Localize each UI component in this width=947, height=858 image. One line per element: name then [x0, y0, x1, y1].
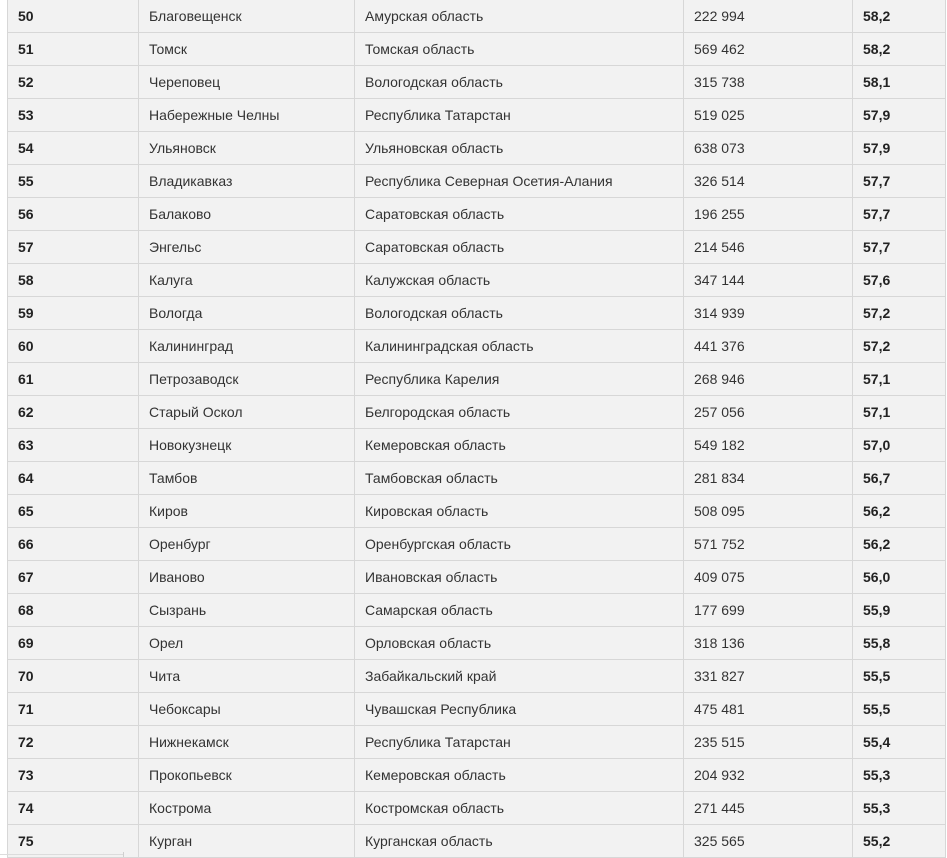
- population-cell: 196 255: [684, 198, 853, 231]
- population-cell: 409 075: [684, 561, 853, 594]
- population-cell: 222 994: [684, 0, 853, 33]
- city-cell: Кострома: [139, 792, 355, 825]
- city-cell: Балаково: [139, 198, 355, 231]
- region-cell: Вологодская область: [355, 297, 684, 330]
- rank-cell: 68: [8, 594, 139, 627]
- rank-cell: 61: [8, 363, 139, 396]
- table-row: [8, 495, 946, 528]
- population-cell: 271 445: [684, 792, 853, 825]
- score-cell: 57,9: [853, 132, 946, 165]
- region-cell: Республика Северная Осетия-Алания: [355, 165, 684, 198]
- score-cell: 55,8: [853, 627, 946, 660]
- table-row: [8, 825, 946, 858]
- city-cell: Петрозаводск: [139, 363, 355, 396]
- population-cell: 257 056: [684, 396, 853, 429]
- score-cell: 57,0: [853, 429, 946, 462]
- rank-cell: 51: [8, 33, 139, 66]
- population-cell: 235 515: [684, 726, 853, 759]
- rank-cell: 67: [8, 561, 139, 594]
- city-cell: Энгельс: [139, 231, 355, 264]
- region-cell: Томская область: [355, 33, 684, 66]
- score-cell: 58,2: [853, 0, 946, 33]
- region-cell: Забайкальский край: [355, 660, 684, 693]
- score-cell: 57,7: [853, 231, 946, 264]
- population-cell: 638 073: [684, 132, 853, 165]
- population-cell: 519 025: [684, 99, 853, 132]
- population-cell: 318 136: [684, 627, 853, 660]
- score-cell: 56,0: [853, 561, 946, 594]
- rank-cell: 59: [8, 297, 139, 330]
- region-cell: Республика Татарстан: [355, 99, 684, 132]
- population-cell: 326 514: [684, 165, 853, 198]
- region-cell: Калужская область: [355, 264, 684, 297]
- region-cell: Республика Карелия: [355, 363, 684, 396]
- ranking-table-container: [7, 0, 945, 858]
- region-cell: Курганская область: [355, 825, 684, 858]
- rank-cell: 64: [8, 462, 139, 495]
- city-cell: Нижнекамск: [139, 726, 355, 759]
- score-cell: 57,2: [853, 330, 946, 363]
- rank-cell: 71: [8, 693, 139, 726]
- population-cell: 475 481: [684, 693, 853, 726]
- population-cell: 314 939: [684, 297, 853, 330]
- city-cell: Тамбов: [139, 462, 355, 495]
- region-cell: Кировская область: [355, 495, 684, 528]
- city-cell: Оренбург: [139, 528, 355, 561]
- region-cell: Республика Татарстан: [355, 726, 684, 759]
- population-cell: 268 946: [684, 363, 853, 396]
- table-body: [8, 0, 946, 858]
- table-row: [8, 0, 946, 33]
- city-cell: Владикавказ: [139, 165, 355, 198]
- table-row: [8, 264, 946, 297]
- table-row: [8, 297, 946, 330]
- rank-cell: 57: [8, 231, 139, 264]
- city-cell: Курган: [139, 825, 355, 858]
- city-cell: Ульяновск: [139, 132, 355, 165]
- city-cell: Орел: [139, 627, 355, 660]
- table-row: [8, 528, 946, 561]
- score-cell: 58,2: [853, 33, 946, 66]
- score-cell: 55,4: [853, 726, 946, 759]
- region-cell: Кемеровская область: [355, 759, 684, 792]
- table-row: [8, 627, 946, 660]
- rank-cell: 73: [8, 759, 139, 792]
- region-cell: Костромская область: [355, 792, 684, 825]
- table-row: [8, 660, 946, 693]
- region-cell: Орловская область: [355, 627, 684, 660]
- score-cell: 55,5: [853, 660, 946, 693]
- region-cell: Ульяновская область: [355, 132, 684, 165]
- rank-cell: 56: [8, 198, 139, 231]
- city-cell: Череповец: [139, 66, 355, 99]
- rank-cell: 74: [8, 792, 139, 825]
- table-row: [8, 231, 946, 264]
- rank-cell: 52: [8, 66, 139, 99]
- table-row: [8, 99, 946, 132]
- rank-cell: 75: [8, 825, 139, 858]
- rank-cell: 70: [8, 660, 139, 693]
- table-row: [8, 363, 946, 396]
- rank-cell: 55: [8, 165, 139, 198]
- rank-cell: 53: [8, 99, 139, 132]
- table-row: [8, 429, 946, 462]
- table-row: [8, 330, 946, 363]
- score-cell: 55,9: [853, 594, 946, 627]
- region-cell: Ивановская область: [355, 561, 684, 594]
- city-cell: Старый Оскол: [139, 396, 355, 429]
- rank-cell: 62: [8, 396, 139, 429]
- score-cell: 57,2: [853, 297, 946, 330]
- region-cell: Вологодская область: [355, 66, 684, 99]
- table-row: [8, 792, 946, 825]
- population-cell: 204 932: [684, 759, 853, 792]
- population-cell: 569 462: [684, 33, 853, 66]
- table-row: [8, 462, 946, 495]
- region-cell: Кемеровская область: [355, 429, 684, 462]
- page-bottom-tick: [123, 852, 124, 857]
- city-cell: Чита: [139, 660, 355, 693]
- city-cell: Набережные Челны: [139, 99, 355, 132]
- city-cell: Томск: [139, 33, 355, 66]
- rank-cell: 69: [8, 627, 139, 660]
- score-cell: 57,1: [853, 363, 946, 396]
- region-cell: Чувашская Республика: [355, 693, 684, 726]
- score-cell: 56,2: [853, 495, 946, 528]
- city-cell: Благовещенск: [139, 0, 355, 33]
- score-cell: 55,5: [853, 693, 946, 726]
- city-cell: Калининград: [139, 330, 355, 363]
- city-cell: Вологда: [139, 297, 355, 330]
- city-cell: Киров: [139, 495, 355, 528]
- region-cell: Калининградская область: [355, 330, 684, 363]
- city-cell: Прокопьевск: [139, 759, 355, 792]
- population-cell: 508 095: [684, 495, 853, 528]
- population-cell: 281 834: [684, 462, 853, 495]
- table-row: [8, 693, 946, 726]
- city-cell: Новокузнецк: [139, 429, 355, 462]
- table-row: [8, 396, 946, 429]
- rank-cell: 58: [8, 264, 139, 297]
- score-cell: 56,7: [853, 462, 946, 495]
- city-cell: Иваново: [139, 561, 355, 594]
- population-cell: 214 546: [684, 231, 853, 264]
- population-cell: 571 752: [684, 528, 853, 561]
- score-cell: 55,3: [853, 759, 946, 792]
- population-cell: 177 699: [684, 594, 853, 627]
- table-row: [8, 594, 946, 627]
- table-row: [8, 66, 946, 99]
- page-bottom-rule: [0, 854, 123, 855]
- rank-cell: 66: [8, 528, 139, 561]
- score-cell: 57,7: [853, 198, 946, 231]
- rank-cell: 65: [8, 495, 139, 528]
- region-cell: Саратовская область: [355, 198, 684, 231]
- score-cell: 55,3: [853, 792, 946, 825]
- score-cell: 56,2: [853, 528, 946, 561]
- table-row: [8, 561, 946, 594]
- rank-cell: 50: [8, 0, 139, 33]
- score-cell: 57,6: [853, 264, 946, 297]
- city-ranking-table: [7, 0, 946, 858]
- table-row: [8, 726, 946, 759]
- population-cell: 325 565: [684, 825, 853, 858]
- city-cell: Чебоксары: [139, 693, 355, 726]
- table-row: [8, 198, 946, 231]
- rank-cell: 63: [8, 429, 139, 462]
- table-row: [8, 33, 946, 66]
- rank-cell: 54: [8, 132, 139, 165]
- region-cell: Тамбовская область: [355, 462, 684, 495]
- table-row: [8, 165, 946, 198]
- population-cell: 549 182: [684, 429, 853, 462]
- score-cell: 55,2: [853, 825, 946, 858]
- region-cell: Самарская область: [355, 594, 684, 627]
- city-cell: Калуга: [139, 264, 355, 297]
- rank-cell: 72: [8, 726, 139, 759]
- population-cell: 315 738: [684, 66, 853, 99]
- score-cell: 57,9: [853, 99, 946, 132]
- population-cell: 331 827: [684, 660, 853, 693]
- population-cell: 441 376: [684, 330, 853, 363]
- population-cell: 347 144: [684, 264, 853, 297]
- score-cell: 57,7: [853, 165, 946, 198]
- table-row: [8, 759, 946, 792]
- region-cell: Амурская область: [355, 0, 684, 33]
- score-cell: 57,1: [853, 396, 946, 429]
- city-cell: Сызрань: [139, 594, 355, 627]
- score-cell: 58,1: [853, 66, 946, 99]
- region-cell: Белгородская область: [355, 396, 684, 429]
- region-cell: Саратовская область: [355, 231, 684, 264]
- region-cell: Оренбургская область: [355, 528, 684, 561]
- table-row: [8, 132, 946, 165]
- rank-cell: 60: [8, 330, 139, 363]
